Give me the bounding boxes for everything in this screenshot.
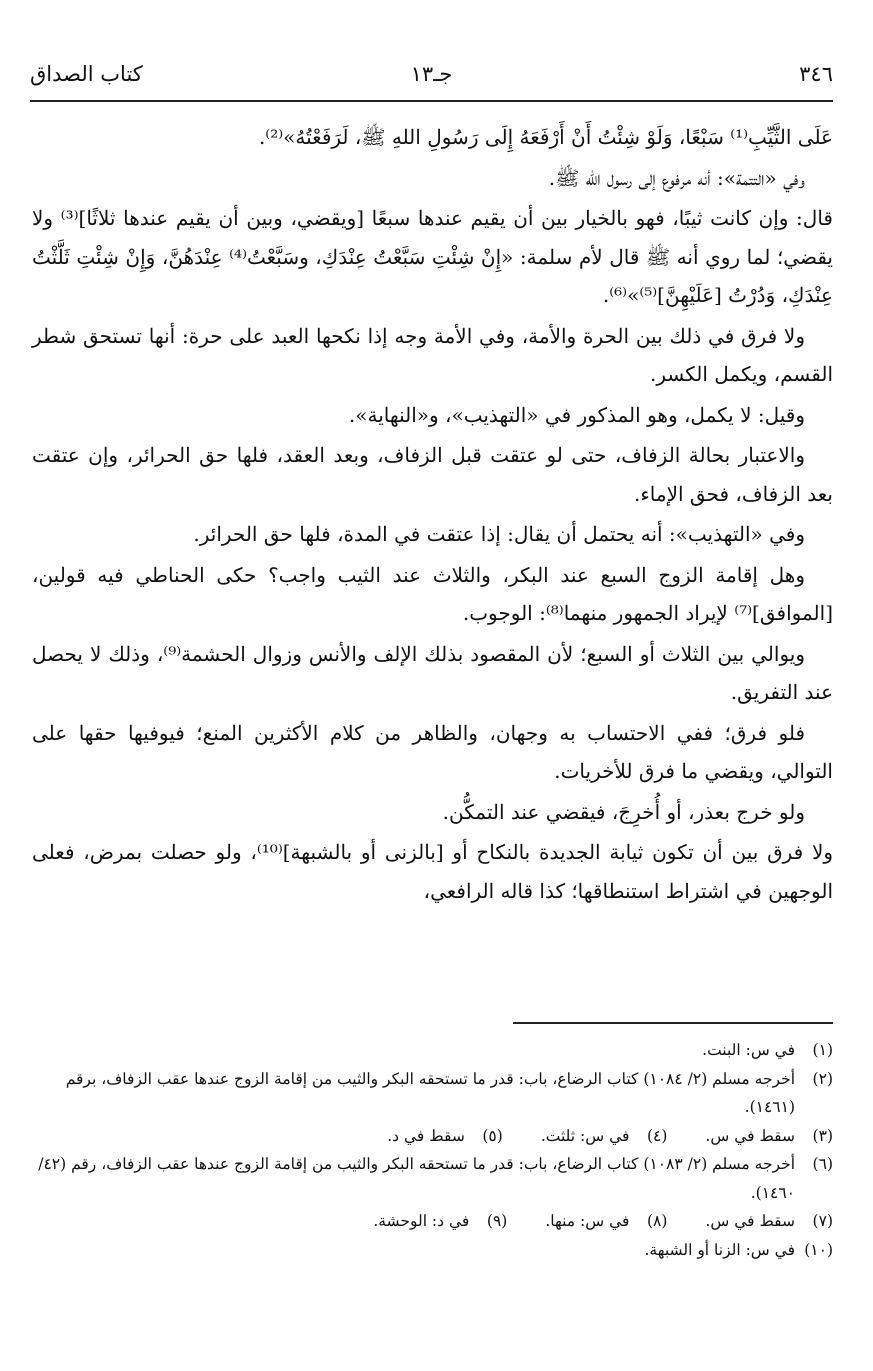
footnote-text: في س: منها. [545,1212,630,1230]
footnote-item [32,1236,833,1265]
footnote-text: سقط في س. [705,1126,795,1145]
footnote-text: سقط في س. [705,1212,795,1230]
footnote-text: في س: الزنا أو الشبهة. [644,1240,795,1259]
footnote-text: في س: البنت. [702,1041,795,1059]
footnote-number: (٢) [812,1069,833,1088]
footnote-number: (٤) [646,1126,668,1145]
footnote-number: (٨) [646,1212,668,1230]
footnote-item [32,1150,833,1207]
paragraph: فلو فرق؛ ففي الاحتساب به وجهان، والظاهر من كلام الأكثرين المنع؛ فيوفيها حقها على التوالي، ويقضي ما فرق للأخريات. [32,720,833,783]
footnote-number: (٧) [812,1212,833,1230]
footnote-row [32,1207,833,1236]
footnote-item [541,1122,668,1151]
main-text [32,118,833,912]
footnote-item [387,1122,503,1151]
chapter-title: كتاب الصداق [30,62,143,86]
paragraph: قال: وإن كانت ثيبًا، فهو بالخيار بين أن يقيم عندها سبعًا [ويقضي، وبين أن يقيم عندها ثلاثًا]⁽³⁾ ولا يقضي؛ لما روي أنه ﷺ قال لأم سلمة: «إِنْ شِئْتِ سَبَّعْتُ عِنْدَكِ، وسَبَّعْتُ⁽⁴⁾ عِنْدَهُنَّ، وَإِنْ شِئْتِ ثَلَّثْتُ عِنْدَكِ، وَدُرْتُ [عَلَيْهِنَّ]⁽⁵⁾»⁽⁶⁾. [32,206,833,307]
paragraph: وهل إقامة الزوج السبع عند البكر، والثلاث عند الثيب واجب؟ حكى الحناطي فيه قولين، [الموافق]⁽⁷⁾ لإيراد الجمهور منهما⁽⁸⁾: الوجوب. [32,562,833,625]
paragraph: وفي «التتمة»: أنه مرفوع إلى رسول الله ﷺ. [548,165,805,190]
footnote-item [32,1065,833,1122]
paragraph: وفي «التهذيب»: أنه يحتمل أن يقال: إذا عتقت في المدة، فلها حق الحرائر. [193,522,805,546]
paragraph: وقيل: لا يكمل، وهو المذكور في «التهذيب»، و«النهاية». [348,402,805,427]
footnote-item [373,1207,507,1236]
footnote-item [32,1036,833,1065]
paragraph: والاعتبار بحالة الزفاف، حتى لو عتقت قبل الزفاف، وبعد العقد، فلها حق الحرائر، وإن عتقت بعد الزفاف، فحق الإماء. [32,443,833,506]
volume-label: جـ١٣ [410,62,453,86]
footnote-text: في س: ثلثت. [540,1126,630,1145]
footnote-number: (١٠) [804,1240,833,1259]
footnote-number: (٣) [812,1126,833,1145]
footnote-number: (٩) [486,1212,508,1230]
footnote-divider [513,1022,833,1024]
footnote-number: (٥) [482,1126,503,1145]
page-number: ٣٤٦ [799,62,833,86]
footnote-item [545,1207,667,1236]
paragraph: ولا فرق بين أن تكون ثيابة الجديدة بالنكاح أو [بالزنى أو بالشبهة]⁽¹⁰⁾، ولو حصلت بمرض، فعلى الوجهين في اشتراط استنطاقها؛ كذا قاله الرافعي، [32,840,834,903]
footnote-row [32,1122,833,1151]
paragraph: عَلَى الثَّيِّبِ⁽¹⁾ سَبْعًا، وَلَوْ شِئْتُ أَنْ أَرْفَعَهُ إِلَى رَسُولِ اللهِ ﷺ، لَرَفَعْتُهُ»⁽²⁾. [258,125,833,149]
paragraph: ويوالي بين الثلاث أو السبع؛ لأن المقصود بذلك الإلف والأنس وزوال الحشمة⁽⁹⁾، وذلك لا يحصل عند التفريق. [32,641,833,704]
footnote-text: أخرجه مسلم (٢/ ١٠٨٣) كتاب الرضاع، باب: قدر ما تستحقه البكر والثيب من إقامة الزوج عندها عقب الزفاف، رقم (٤٢/ ١٤٦٠). [38,1155,795,1202]
footnote-text: أخرجه مسلم (٢/ ١٠٨٤) كتاب الرضاع، باب: قدر ما تستحقه البكر والثيب من إقامة الزوج عندها عقب الزفاف، برقم (١٤٦١). [65,1069,795,1116]
footnotes [32,1036,833,1264]
footnote-text: في د: الوحشة. [373,1212,470,1230]
footnote-number: (٦) [812,1155,833,1173]
footnote-text: سقط في د. [387,1126,465,1145]
paragraph: ولو خرج بعذر، أو أُخرِجَ، فيقضي عند التمكُّن. [442,799,805,824]
footnote-item [705,1122,833,1151]
page-header [30,58,833,94]
footnote-item [705,1207,833,1236]
header-divider [30,100,833,102]
paragraph: ولا فرق في ذلك بين الحرة والأمة، وفي الأمة وجه إذا نكحها العبد على حرة: أنها تستحق شطر القسم، ويكمل الكسر. [32,323,833,386]
footnote-number: (١) [812,1041,833,1059]
